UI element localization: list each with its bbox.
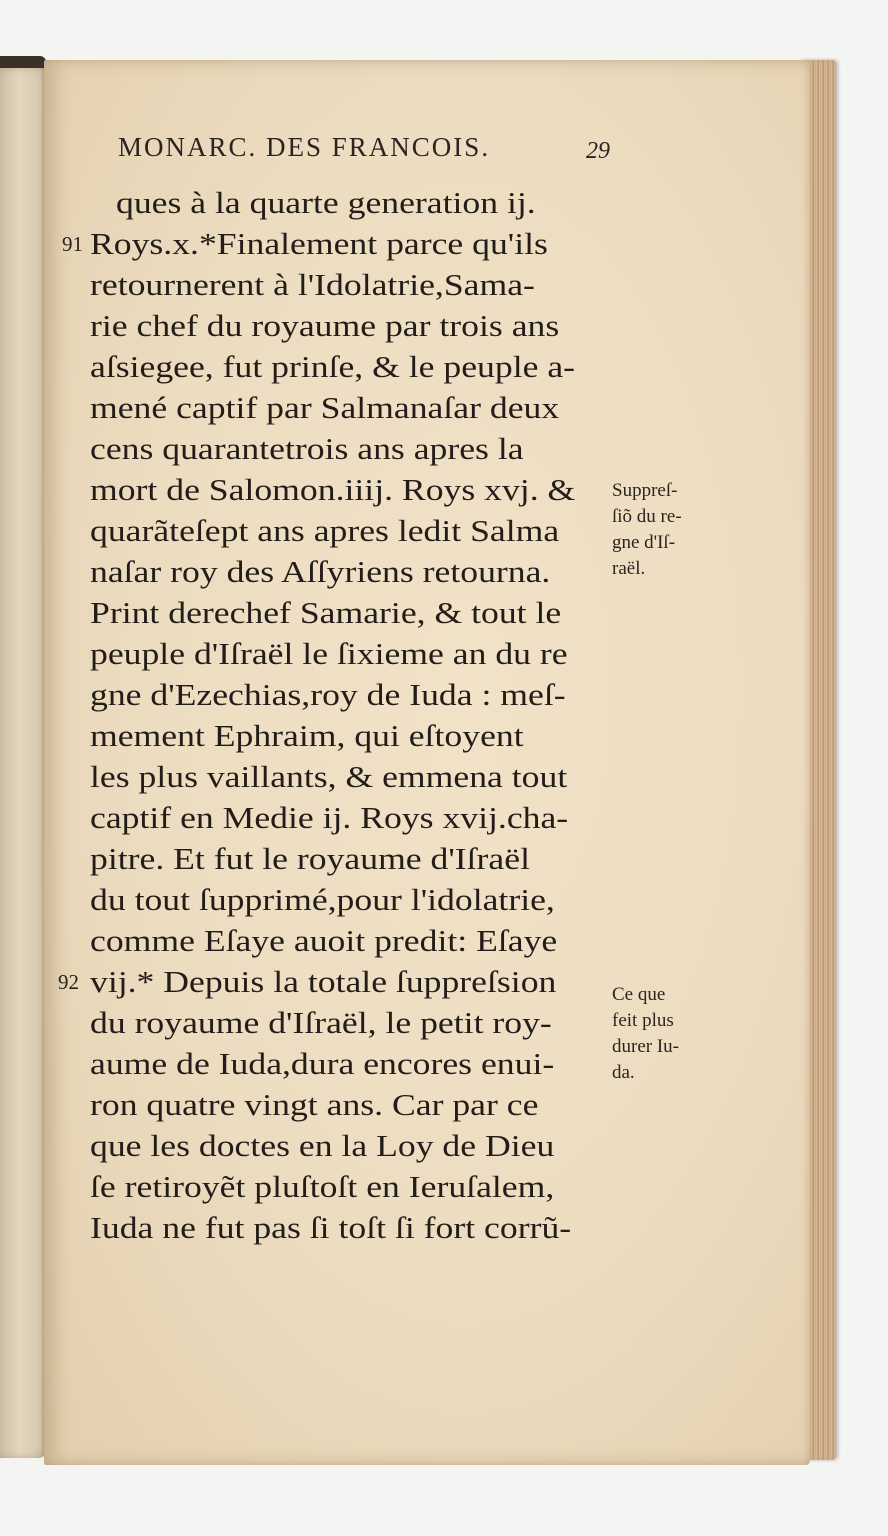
text-line [90, 1209, 620, 1247]
text-line-content: rie chef du royaume par trois ans [90, 308, 560, 343]
text-line-content: pitre. Et fut le royaume d'Iſraël [90, 841, 531, 876]
text-line-content: mené captif par Salmanaſar deux [90, 390, 560, 425]
text-line [90, 840, 620, 878]
text-line-content: ron quatre vingt ans. Car par ce [90, 1087, 539, 1122]
side-note-line: Ce que [612, 984, 666, 1005]
text-line [90, 1004, 620, 1042]
text-line [90, 225, 620, 263]
text-line [90, 635, 620, 673]
text-line-content: cens quarantetrois ans apres la [90, 431, 524, 466]
text-line [90, 1045, 620, 1083]
text-line [90, 266, 620, 304]
text-line [90, 348, 620, 386]
text-line [90, 881, 620, 919]
running-head: MONARC. DES FRANCOIS. [118, 132, 491, 162]
text-line-content: Iuda ne fut pas ſi toſt ſi fort corrũ- [90, 1210, 572, 1245]
text-line [90, 512, 620, 550]
text-line-content: ques à la quarte generation ij. [116, 185, 536, 220]
side-note-line: Suppreſ- [612, 480, 678, 501]
side-note-juda [612, 982, 732, 1086]
margin-number: 91 [62, 232, 83, 256]
text-line-content: les plus vaillants, & emmena tout [90, 759, 568, 794]
side-note-line: raël. [612, 558, 646, 579]
text-line-content: mort de Salomon.iiij. Roys xvj. & [90, 472, 576, 507]
text-line [90, 471, 620, 509]
side-note-line: durer Iu- [612, 1036, 679, 1057]
text-line-content: aume de Iuda,dura encores enui- [90, 1046, 555, 1081]
text-line-content: ſe retiroyẽt pluſtoſt en Ieruſalem, [90, 1169, 555, 1204]
text-line-content: naſar roy des Aſſyriens retourna. [90, 554, 551, 589]
text-line [90, 553, 620, 591]
folio-number: 29 [586, 138, 610, 164]
text-line-content: Roys.x.*Finalement parce qu'ils [90, 226, 548, 261]
text-line-content: que les doctes en la Loy de Dieu [90, 1128, 555, 1163]
text-line [90, 430, 620, 468]
text-line-content: peuple d'Iſraël le ſixieme an du re [90, 636, 568, 671]
text-line [90, 717, 620, 755]
text-line-content: quarãteſept ans apres ledit Salma [90, 513, 560, 548]
text-line [90, 594, 620, 632]
text-line-content: gne d'Ezechias,roy de Iuda : meſ- [90, 677, 566, 712]
text-line [90, 758, 620, 796]
text-line-content: du tout ſupprimé,pour l'idolatrie, [90, 882, 555, 917]
text-line [90, 1086, 620, 1124]
text-line [90, 307, 620, 345]
text-line [116, 184, 616, 222]
text-line [90, 389, 620, 427]
text-line-content: retournerent à l'Idolatrie,Sama- [90, 267, 535, 302]
text-line-content: captif en Medie ij. Roys xvij.cha- [90, 800, 569, 835]
text-line [90, 922, 620, 960]
margin-number: 92 [58, 970, 79, 994]
text-line [90, 799, 620, 837]
text-line-content: aſsiegee, fut prinſe, & le peuple a- [90, 349, 576, 384]
text-line-content: vij.* Depuis la totale ſuppreſsion [90, 964, 557, 999]
text-line [90, 1127, 620, 1165]
text-line [90, 963, 620, 1001]
text-line [90, 1168, 620, 1206]
side-note-line: gne d'Iſ- [612, 532, 676, 553]
text-line-content: comme Eſaye auoit predit: Eſaye [90, 923, 558, 958]
side-note-line: ſiõ du re- [612, 506, 682, 527]
text-line-content: mement Ephraim, qui eſtoyent [90, 718, 524, 753]
left-page-edge [0, 68, 48, 1458]
side-note-suppression [612, 478, 732, 582]
side-note-line: feit plus [612, 1010, 674, 1031]
text-line-content: du royaume d'Iſraël, le petit roy- [90, 1005, 552, 1040]
text-line-content: Print derechef Samarie, & tout le [90, 595, 562, 630]
text-line [90, 676, 620, 714]
side-note-line: da. [612, 1062, 635, 1083]
